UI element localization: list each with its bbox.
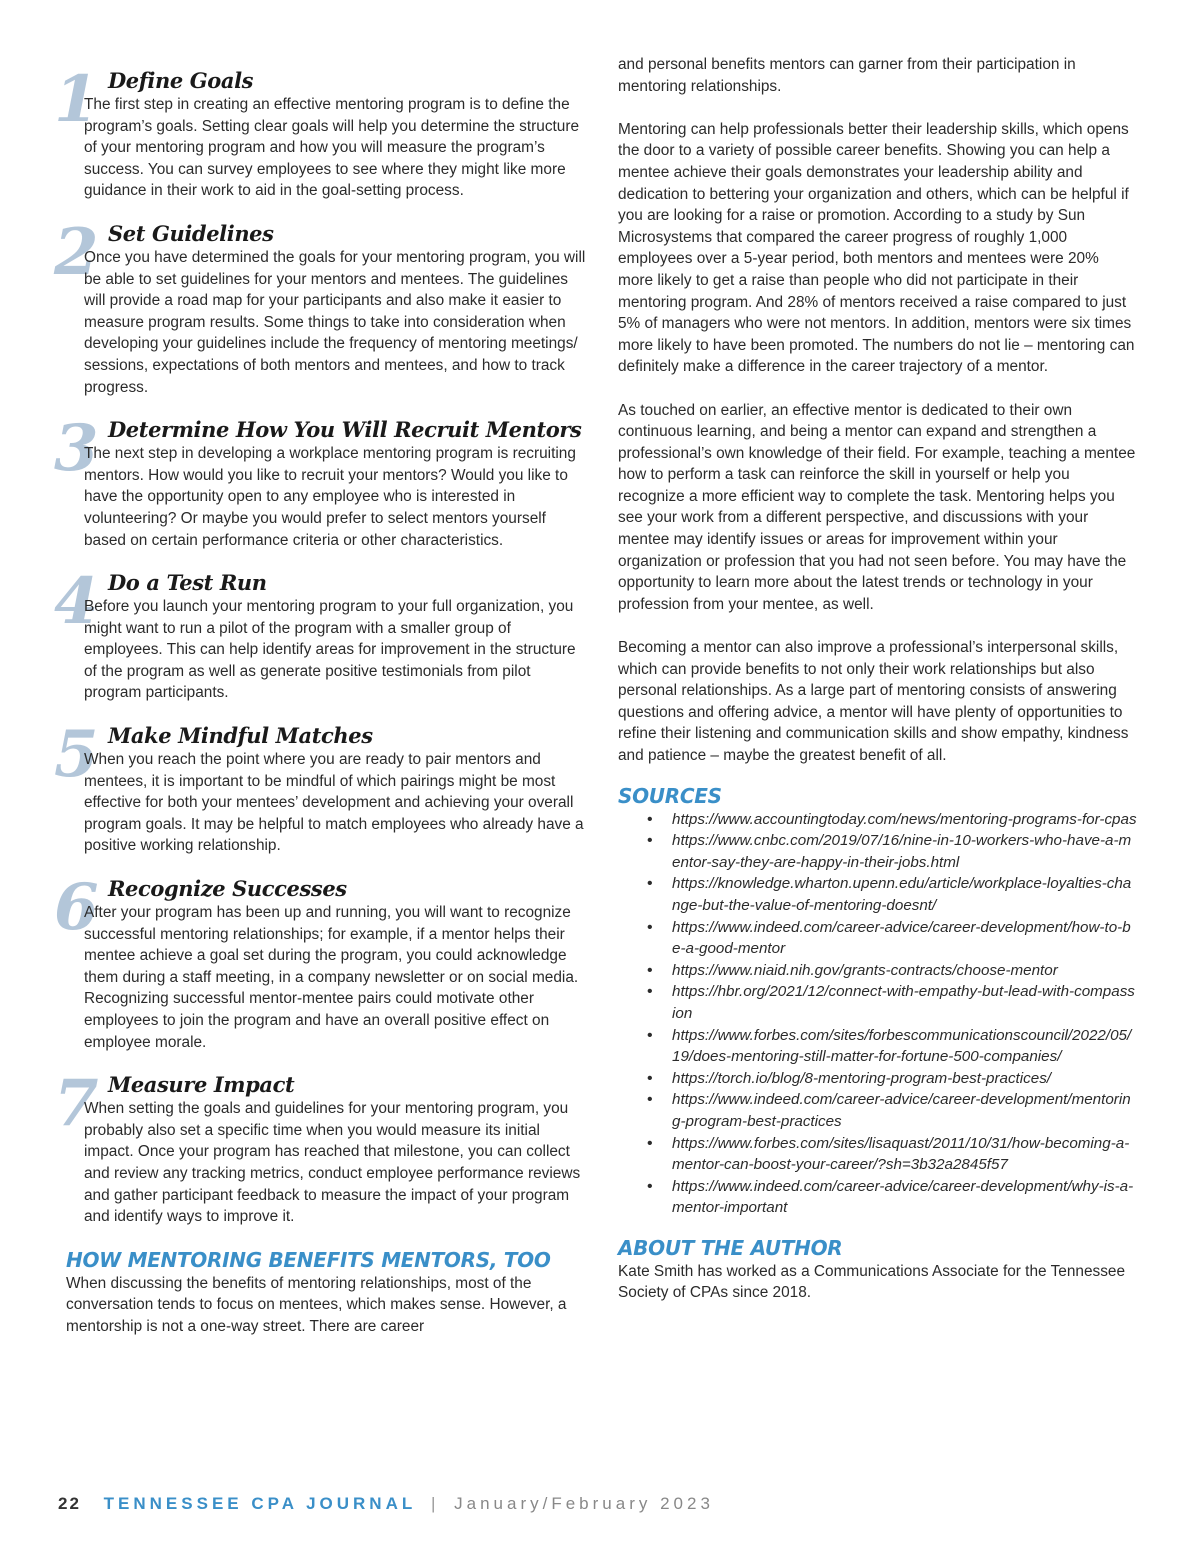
author-section [618, 1235, 1138, 1304]
sources-section [618, 783, 1138, 1219]
step-body: The next step in developing a workplace mentoring program is recruiting mentors. How would you like to recruit your mentors? Would you like to have the opportunity open to any employee who is interested in volunteering? Or maybe you would prefer to select mentors yourself based on certain performance criteria or other characteristics. [84, 445, 576, 549]
benefits-section [66, 1247, 586, 1338]
step-title: Define Goals [108, 68, 254, 93]
step-title: Make Mindful Matches [108, 723, 373, 749]
step-3 [54, 411, 586, 551]
step-4 [54, 564, 586, 704]
right-column [618, 54, 1138, 1304]
step-6 [54, 870, 586, 1053]
benefits-paragraph: Mentoring can help professionals better their leadership skills, which opens the door to a variety of possible career benefits. Showing you can help a mentee achieve their goals demonstrates your leadership ability and dedication to bettering your organization and others, which can be helpful if you are looking for a raise or promotion. According to a study by Sun Microsystems that compared the career progress of roughly 1,000 employees over a 5-year period, both mentors and mentees were 20% more likely to get a raise than people who did not participate in their mentoring program. And 28% of mentors received a raise compared to just 5% of managers who were not mentors. In addition, mentors were six times more likely to have been promoted. The numbers do not lie – mentoring can definitely make a difference in the career trajectory of a mentor. [618, 120, 1135, 376]
source-link[interactable]: • https://www.forbes.com/sites/lisaquast/2011/10/31/how-becoming-a-mentor-can-boost-your-career/?sh=3b32a2845f57 [672, 1133, 1138, 1176]
left-column [54, 54, 586, 1338]
journal-name: TENNESSEE CPA JOURNAL [103, 1494, 417, 1513]
source-link[interactable]: • https://www.forbes.com/sites/forbescommunicationscouncil/2022/05/19/does-mentoring-still-matter-for-fortune-500-companies/ [672, 1025, 1138, 1068]
source-link[interactable]: • https://knowledge.wharton.upenn.edu/article/workplace-loyalties-change-but-the-value-of-mentoring-doesnt/ [672, 873, 1138, 916]
step-number: 2 [54, 214, 99, 290]
benefits-paragraph: As touched on earlier, an effective mentor is dedicated to their own continuous learning, and being a mentor can expand and strengthen a professional’s own knowledge of their field. For example, teaching a mentee how to perform a task can reinforce the skill in yourself or help you recognize a more efficient way to complete the task. Mentoring helps you see your work from a different perspective, and discussions with your mentee may identify issues or areas for improvement within your organization or profession that you had not seen before. You may have the opportunity to learn more about the latest trends or technology in your profession from your mentee, as well. [618, 401, 1136, 613]
issue-date: January/February 2023 [454, 1494, 714, 1513]
step-body: When you reach the point where you are ready to pair mentors and mentees, it is important to be mindful of which pairings might be most effective for both your mentees’ development and achieving your overall program goals. It may be helpful to match employees who already have a positive working relationship. [84, 751, 584, 855]
step-title: Measure Impact [108, 1072, 295, 1098]
step-number: 6 [54, 870, 99, 946]
source-link[interactable]: • https://torch.io/blog/8-mentoring-program-best-practices/ [672, 1068, 1138, 1090]
footer-separator: | [430, 1494, 440, 1513]
source-link[interactable]: • https://www.indeed.com/career-advice/career-development/how-to-be-a-good-mentor [672, 917, 1138, 960]
step-1 [54, 62, 586, 202]
author-heading: ABOUT THE AUTHOR [618, 1235, 843, 1260]
benefits-paragraph: Becoming a mentor can also improve a professional’s interpersonal skills, which can provide benefits to not only their work relationships but also personal relationships. As a large part of mentoring consists of answering questions and offering advice, a mentor will have plenty of opportunities to refine their listening and communication skills and show empathy, kindness and patience – maybe the greatest benefit of all. [618, 639, 1129, 764]
benefits-heading: HOW MENTORING BENEFITS MENTORS, TOO [66, 1247, 551, 1272]
step-body: Once you have determined the goals for your mentoring program, you will be able to set guidelines for your mentors and mentees. The guidelines will provide a road map for your participants and also make it easier to measure program results. Some things to take into consideration when developing your guidelines include the frequency of mentoring meetings/ sessions, expectations of both mentors and mentees, and how to track progress. [84, 248, 586, 396]
step-body: When setting the goals and guidelines for your mentoring program, you probably also set a specific time when you would measure its initial impact. Once your program has reached that milestone, you can collect and review any tracking metrics, conduct employee performance reviews and gather participant feedback to measure the impact of your program and identify ways to improve it. [84, 1100, 581, 1226]
sources-list [618, 809, 1138, 1219]
step-number: 3 [54, 411, 99, 487]
step-body: The first step in creating an effective mentoring program is to define the program’s goals. Setting clear goals will help you determine the structure of your mentoring program and how you will measure the program’s success. You can survey employees to see where they might like more guidance in their work to aid in the goal-setting process. [84, 96, 580, 200]
sources-heading: SOURCES [618, 783, 722, 808]
source-link[interactable]: • https://www.indeed.com/career-advice/career-development/why-is-a-mentor-important [672, 1176, 1138, 1219]
page-footer [58, 1494, 714, 1514]
source-link[interactable]: • https://www.accountingtoday.com/news/mentoring-programs-for-cpas [672, 809, 1138, 831]
step-body: Before you launch your mentoring program to your full organization, you might want to run a pilot of the program with a smaller group of employees. This can help identify areas for improvement in the structure of the program as well as generate positive testimonials from pilot program participants. [84, 598, 576, 702]
benefits-continuation: and personal benefits mentors can garner from their participation in mentoring relationships. [618, 56, 1076, 95]
source-link[interactable]: • https://www.niaid.nih.gov/grants-contracts/choose-mentor [672, 960, 1138, 982]
step-title: Determine How You Will Recruit Mentors [108, 417, 582, 443]
step-body: After your program has been up and running, you will want to recognize successful mentoring relationships; for example, if a mentor helps their mentee achieve a goal set during the program, you could acknowledge them during a staff meeting, in a company newsletter or on social media. Recognizing successful mentor-mentee pairs could motivate other employees to join the program and have an overall positive effect on employee morale. [84, 904, 579, 1051]
step-title: Recognize Successes [108, 876, 347, 902]
step-number: 1 [54, 62, 99, 137]
source-link[interactable]: • https://hbr.org/2021/12/connect-with-empathy-but-lead-with-compassion [672, 981, 1138, 1024]
step-title: Set Guidelines [108, 220, 274, 246]
step-number: 4 [54, 564, 99, 640]
step-title: Do a Test Run [108, 570, 267, 596]
step-number: 7 [54, 1066, 99, 1142]
step-2 [54, 214, 586, 398]
step-number: 5 [54, 717, 99, 793]
step-5 [54, 717, 586, 857]
step-7 [54, 1066, 586, 1228]
source-link[interactable]: • https://www.indeed.com/career-advice/career-development/mentoring-program-best-practices [672, 1089, 1138, 1132]
author-bio: Kate Smith has worked as a Communications Associate for the Tennessee Society of CPAs since 2018. [618, 1262, 1126, 1302]
source-link[interactable]: • https://www.cnbc.com/2019/07/16/nine-in-10-workers-who-have-a-mentor-say-they-are-happy-in-their-jobs.html [672, 830, 1138, 873]
benefits-intro: When discussing the benefits of mentoring relationships, most of the conversation tends to focus on mentees, which makes sense. However, a mentorship is not a one-way street. There are career [66, 1274, 567, 1335]
page-number: 22 [58, 1494, 81, 1513]
